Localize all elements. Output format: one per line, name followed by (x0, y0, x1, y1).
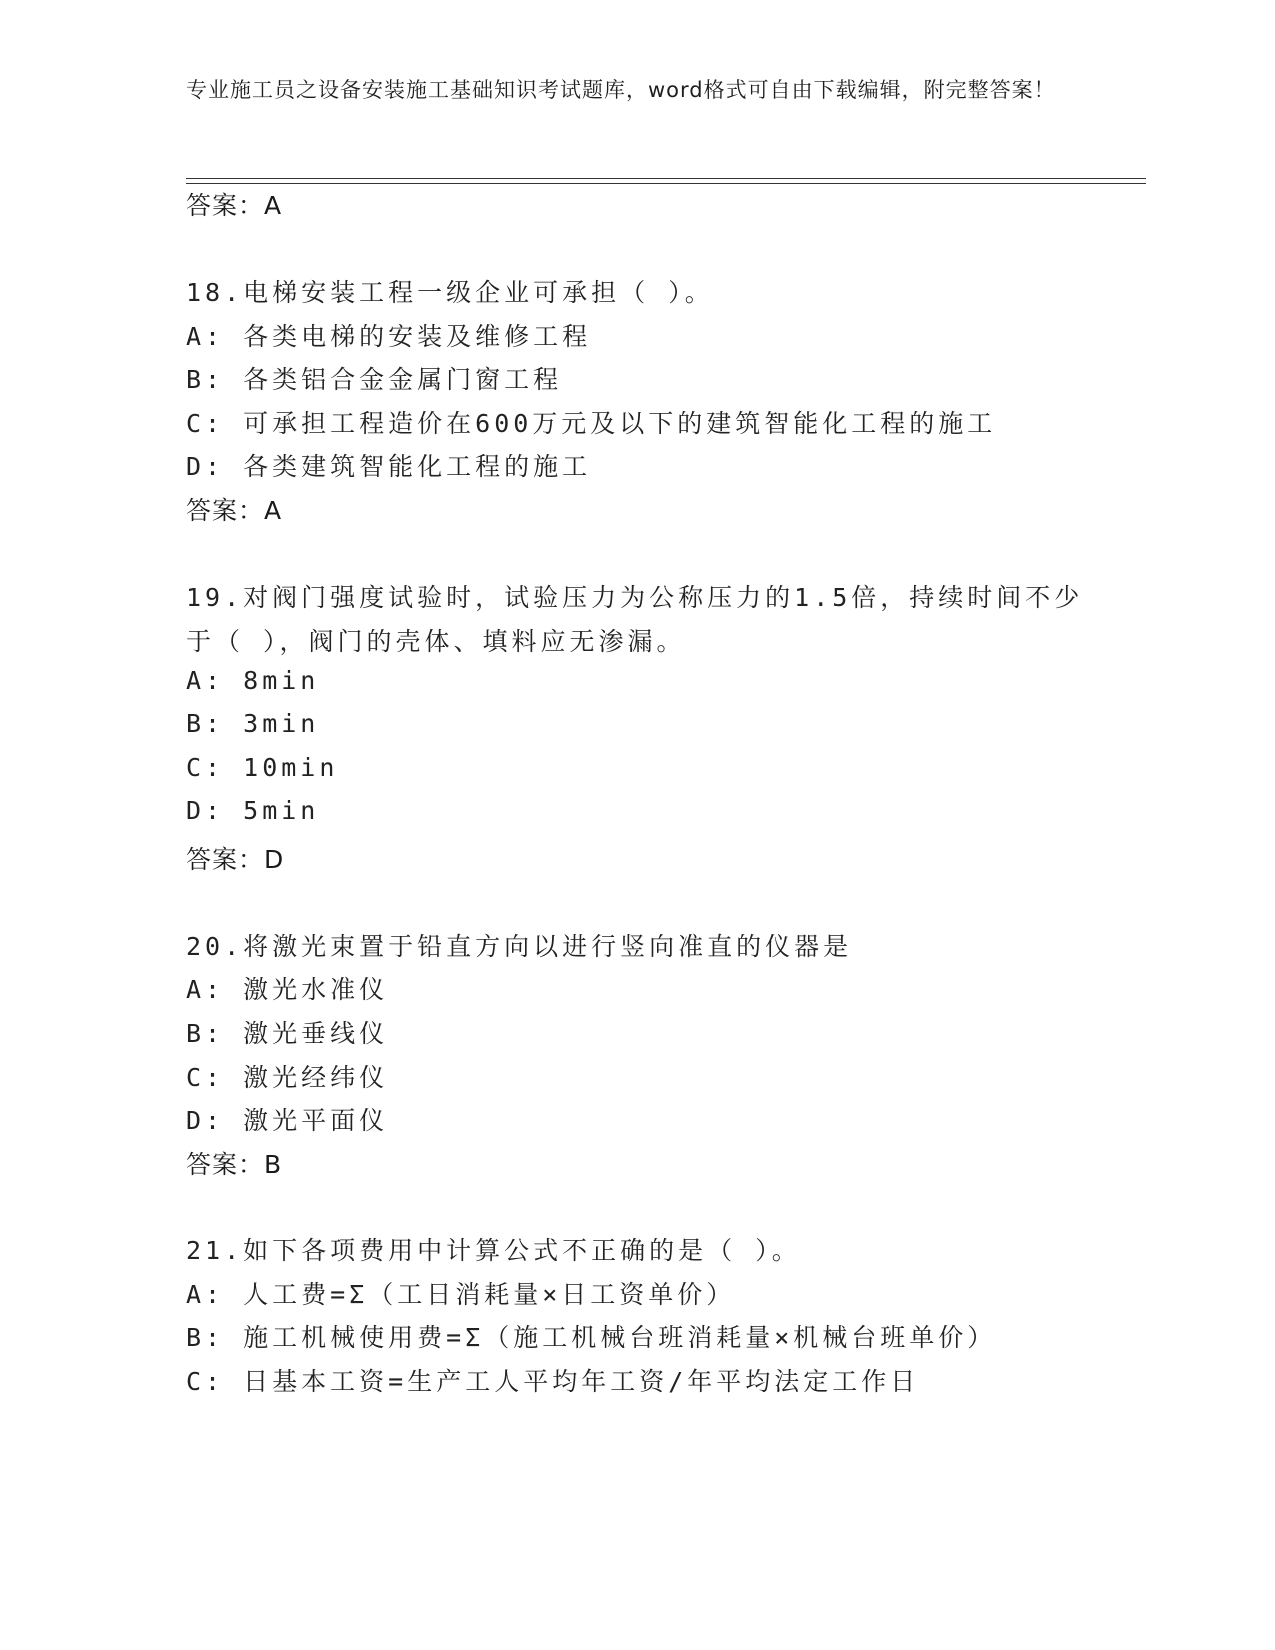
header-divider-top (186, 178, 1146, 179)
question-18-option-a: A: 各类电梯的安装及维修工程 (186, 322, 592, 351)
question-19-answer: 答案：D (186, 845, 285, 874)
question-18-stem: 18.电梯安装工程一级企业可承担（ ）。 (186, 278, 714, 307)
question-19-stem-line-1: 19.对阀门强度试验时，试验压力为公称压力的1.5倍，持续时间不少 (186, 583, 1084, 612)
question-20-option-c: C: 激光经纬仪 (186, 1063, 389, 1092)
question-18-option-c: C: 可承担工程造价在600万元及以下的建筑智能化工程的施工 (186, 409, 997, 438)
question-19-option-d: D: 5min (186, 796, 320, 825)
question-18-answer: 答案：A (186, 496, 283, 525)
question-19-option-b: B: 3min (186, 709, 320, 738)
question-20-option-a: A: 激光水准仪 (186, 975, 389, 1004)
previous-answer: 答案：A (186, 191, 283, 220)
question-20-option-d: D: 激光平面仪 (186, 1106, 389, 1135)
question-19-stem-line-2: 于（ ），阀门的壳体、填料应无渗漏。 (186, 627, 686, 656)
question-21-stem: 21.如下各项费用中计算公式不正确的是（ ）。 (186, 1236, 801, 1265)
question-21-option-c: C: 日基本工资=生产工人平均年工资/年平均法定工作日 (186, 1367, 920, 1396)
header-divider-bottom (186, 183, 1146, 184)
question-20-option-b: B: 激光垂线仪 (186, 1019, 389, 1048)
document-header: 专业施工员之设备安装施工基础知识考试题库，word格式可自由下载编辑，附完整答案！ (186, 78, 1056, 102)
question-18-option-b: B: 各类铝合金金属门窗工程 (186, 365, 563, 394)
question-20-answer: 答案：B (186, 1150, 283, 1179)
question-21-option-b: B: 施工机械使用费=Σ（施工机械台班消耗量×机械台班单价） (186, 1323, 997, 1352)
question-21-option-a: A: 人工费=Σ（工日消耗量×日工资单价） (186, 1280, 736, 1309)
question-18-option-d: D: 各类建筑智能化工程的施工 (186, 452, 592, 481)
question-19-option-c: C: 10min (186, 753, 339, 782)
question-20-stem: 20.将激光束置于铅直方向以进行竖向准直的仪器是 (186, 932, 853, 961)
question-19-option-a: A: 8min (186, 666, 320, 695)
